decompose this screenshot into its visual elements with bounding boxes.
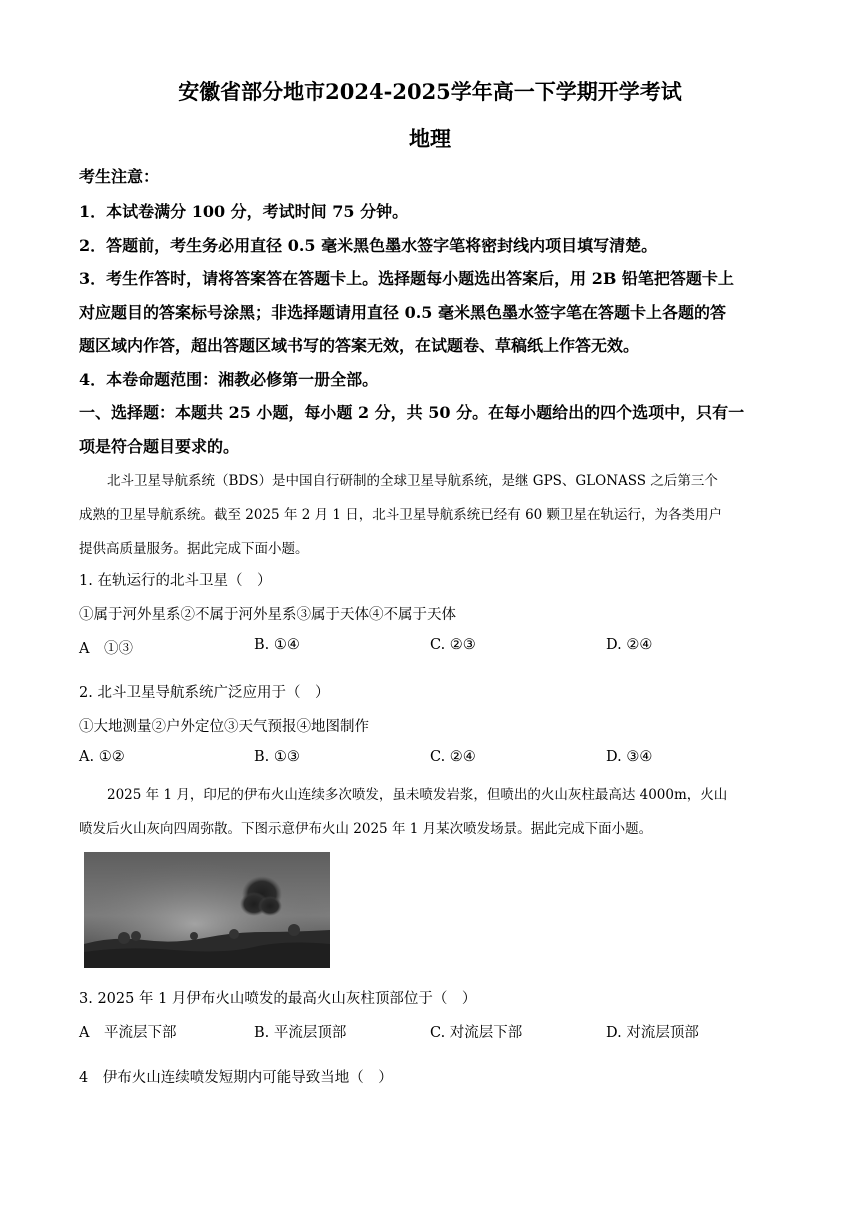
notice-item: 对应题目的答案标号涂黑；非选择题请用直径 0.5 毫米黑色墨水签字笔在答题卡上各题的答: [79, 303, 726, 322]
passage-line: 2025 年 1 月，印尼的伊布火山连续多次喷发，虽未喷发岩浆，但喷出的火山灰柱最高达 4000m，火山: [107, 787, 728, 803]
volcano-eruption-photo: [84, 852, 330, 968]
passage-line: 北斗卫星导航系统（BDS）是中国自行研制的全球卫星导航系统，是继 GPS、GLONASS 之后第三个: [107, 473, 718, 489]
subject-title: 地理: [409, 126, 451, 151]
notice-heading: 考生注意：: [79, 167, 160, 186]
notice-item: 3．考生作答时，请将答案答在答题卡上。选择题每小题选出答案后，用 2B 铅笔把答题卡上: [79, 269, 734, 288]
option-b[interactable]: B. ①④: [254, 637, 300, 653]
notice-item: 2．答题前，考生务必用直径 0.5 毫米黑色墨水签字笔将密封线内项目填写清楚。: [79, 236, 658, 255]
option-b[interactable]: B. 平流层顶部: [254, 1025, 347, 1041]
question-stem: 4 伊布火山连续喷发短期内可能导致当地（ ）: [79, 1070, 393, 1086]
option-d[interactable]: D. 对流层顶部: [606, 1025, 699, 1041]
option-d[interactable]: D. ②④: [606, 637, 653, 653]
option-b[interactable]: B. ①③: [254, 749, 300, 765]
notice-item: 题区域内作答，超出答题区域书写的答案无效，在试题卷、草稿纸上作答无效。: [79, 336, 640, 355]
passage-line: 喷发后火山灰向四周弥散。下图示意伊布火山 2025 年 1 月某次喷发场景。据此完成下面小题。: [79, 821, 653, 837]
passage-line: 提供高质量服务。据此完成下面小题。: [79, 541, 309, 557]
option-c[interactable]: C. 对流层下部: [430, 1025, 523, 1041]
option-c[interactable]: C. ②④: [430, 749, 476, 765]
question-items: ①大地测量②户外定位③天气预报④地图制作: [79, 719, 369, 735]
question-items: ①属于河外星系②不属于河外星系③属于天体④不属于天体: [79, 607, 456, 623]
option-d[interactable]: D. ③④: [606, 749, 653, 765]
notice-item: 4．本卷命题范围：湘教必修第一册全部。: [79, 370, 379, 389]
section-heading: 项是符合题目要求的。: [79, 437, 240, 456]
option-a[interactable]: A. ①②: [79, 749, 125, 765]
question-stem: 1. 在轨运行的北斗卫星（ ）: [79, 573, 272, 589]
exam-title: 安徽省部分地市2024-2025学年高一下学期开学考试: [178, 79, 682, 104]
question-stem: 2. 北斗卫星导航系统广泛应用于（ ）: [79, 685, 330, 701]
option-c[interactable]: C. ②③: [430, 637, 476, 653]
notice-item: 1．本试卷满分 100 分，考试时间 75 分钟。: [79, 202, 409, 221]
option-a[interactable]: A 平流层下部: [79, 1025, 177, 1041]
option-a[interactable]: A ①③: [79, 641, 133, 657]
section-heading: 一、选择题：本题共 25 小题，每小题 2 分，共 50 分。在每小题给出的四个选项中，只有一: [79, 403, 745, 422]
passage-line: 成熟的卫星导航系统。截至 2025 年 2 月 1 日，北斗卫星导航系统已经有 60 颗卫星在轨运行，为各类用户: [79, 507, 723, 523]
question-stem: 3. 2025 年 1 月伊布火山喷发的最高火山灰柱顶部位于（ ）: [79, 991, 477, 1007]
